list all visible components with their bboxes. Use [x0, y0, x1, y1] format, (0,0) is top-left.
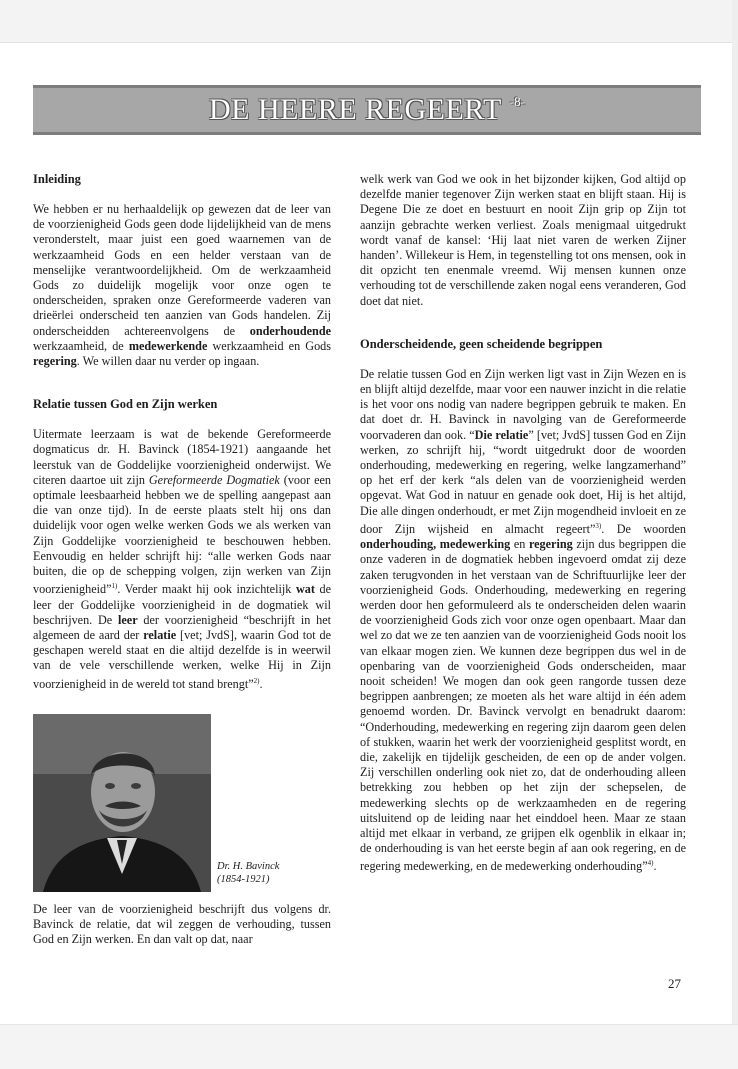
portrait-figure [33, 714, 331, 894]
portrait-illustration [33, 714, 211, 892]
bavinck-portrait-image [33, 714, 211, 892]
scan-right-edge [732, 0, 738, 1068]
portrait-caption: Dr. H. Bavinck (1854-1921) [217, 860, 280, 885]
paragraph-relatie: Uitermate leerzaam is wat de bekende Gereformeerde dogmaticus dr. H. Bavinck (1854-1921) aangaande het leerstuk van de Goddelijke voorzienigheid onderwijst. We citeren daartoe uit zijn Gereformeerde Dogmatiek (voor een optimale leesbaarheid hebben we de spelling aangepast aan die van onze tijd). In de eerste plaats stelt hij ons dan duidelijk voor ogen welke werken Gods we als werken van Zijn Goddelijke voorzienigheid te beschouwen hebben. Eenvoudig en helder schrijft hij: “alle werken Gods naar buiten, die op de schepping volgen, zijn werken van Zijn voorzienigheid”$^{1)}$. Verder maakt hij ook inzichtelijk wat de leer der Goddelijke voorzienigheid in de dogmatiek wil beschrijven. De leer der voorzienigheid “beschrijft in het algemeen de aard der relatie [vet; JvdS], waarin God tot de geschapen wereld staat en die altijd dezelfde is in weerwil van de vele verschillende werken, welke Hij in Zijn voorzienigheid in de wereld tot stand brengt”$^{2)}$. [33, 427, 331, 691]
title-banner [33, 85, 701, 135]
footnote-ref-4: 4) [647, 859, 654, 868]
heading-onderscheidende: Onderscheidende, geen scheidende begrippen [360, 336, 603, 351]
scan-top-margin [0, 0, 738, 42]
article-title: DE HEERE REGEERT [209, 93, 502, 126]
heading-inleiding: Inleiding [33, 172, 81, 186]
paragraph-inleiding: We hebben er nu herhaaldelijk op gewezen dat de leer van de voorzienigheid Gods geen dode lijdelijkheid van de mens veronderstelt, maar juist een goed waarnemen van de werkzaamheid Gods en een helder verstaan van de menselijke verantwoordelijkheid. Om de werkzaamheid Gods zo duidelijk mogelijk voor onze ogen te onderscheiden, spraken onze Gereformeerde vaderen van drieërlei onderscheid ten aanzien van Gods handelen. Zij onderscheidden achtereenvolgens de onderhoudende werkzaamheid, de medewerkende werkzaamheid en Gods regering. We willen daar nu verder op ingaan. [33, 202, 332, 369]
footnote-ref-3: 3) [595, 521, 602, 530]
paragraph-leer: De leer van de voorzienigheid beschrijft dus volgens dr. Bavinck de relatie, dat wil zeggen de verhouding, tussen God en Zijn werken. En dan valt op dat, naar [33, 901, 331, 947]
paragraph-onderscheidende: De relatie tussen God en Zijn werken ligt vast in Zijn Wezen en is en blijft altijd dezelfde, maar voor een nauwer inzicht in die relatie is het voor ons nodig van nadere begrippen gebruik te maken. En dat doet dr. H. Bavinck in navolging van de Gereformeerde voorvaderen dan ook. “Die relatie” [vet; JvdS] tussen God en Zijn werken, zo schrijft hij, “wordt uitgedrukt door de woorden onderhouding, medewerking en regering, welke langzamerhand” op het erf der kerk “als delen van de voorzienigheid werden opgevat. Wat God in natuur en genade ook doet, Hij is het altijd, Die alle dingen onderhoudt, er met Zijn mogendheid invloeit en ze door Zijn wijsheid en almacht regeert”$^{3)}$. De woorden onderhouding, medewerking en regering zijn dus begrippen die onze vaderen in de dogmatiek hebben ingevoerd omdat zij deze zaken terugvonden in het verstaan van de Schriftuurlijke leer der voorzienigheid Gods. Onderhouding, medewerking en regering werden door hen geformuleerd als te onderscheiden delen waarin de voorzienigheid Gods zich voor onze ogen openbaart. Maar dan wel zo dat we ze ten aanzien van de voorzienigheid Gods nooit los van elkaar mogen zien. We kunnen deze begrippen dus wel in de openbaring van de voorzienigheid Gods onderscheiden, maar nooit scheiden! We mogen dan ook geen rangorde tussen deze begrippen aanbrengen; ze moeten als het ware altijd in één adem genoemd worden. Dr. Bavinck vervolgt en benadrukt daarom: “Onderhouding, medewerking en regering zijn daarom geen delen of stukken, waarin het werk der voorzienigheid gesplitst wordt, en die, zakelijk en tijdelijk gescheiden, de een op de ander volgen. Zij verschillen onderling ook niet zo, dat de onderhouding alleen betrekking zou hebben op het zijn der schepselen, de medewerking slechts op de werkzaamheden en de regering uitsluitend op de leiding naar het einddoel heen. Maar ze staan altijd met elkaar in verband, ze grijpen elk ogenblik in elkaar in; de onderhouding is van het eerste begin af aan ook regering, en de regering medewerking, en de medewerking onderhouding”$^{4)}$. [360, 366, 687, 874]
page-number: 27 [668, 976, 681, 991]
left-column [33, 172, 331, 947]
paragraph-continuation: welk werk van God we ook in het bijzonder kijken, God altijd op dezelfde manier tegenover Zijn werken staat en blijft staan. Hij is Degene Die ze doet en bestuurt en nooit Zijn grip op Zijn tot aanzijn gebrachte werken verliest. Zoals menigmaal uitgedrukt wordt vanaf de kansel: ‘Hij laat niet varen de werken Zijner handen’. Willekeur is Hem, in tegenstelling tot ons mensen, ook in dit opzicht ten enenmale vreemd. Wij mensen kunnen onze verhouding tot de verschillende zaken nogal eens veranderen, God doet dat niet. [360, 172, 686, 308]
article-part-number: -8- [509, 94, 525, 109]
heading-relatie: Relatie tussen God en Zijn werken [33, 397, 218, 412]
scan-bottom-margin [0, 1024, 738, 1069]
footnote-ref-1: 1) [111, 582, 118, 591]
right-column [360, 172, 686, 875]
footnote-ref-2: 2) [253, 676, 260, 685]
scan-top-edge [0, 42, 738, 43]
